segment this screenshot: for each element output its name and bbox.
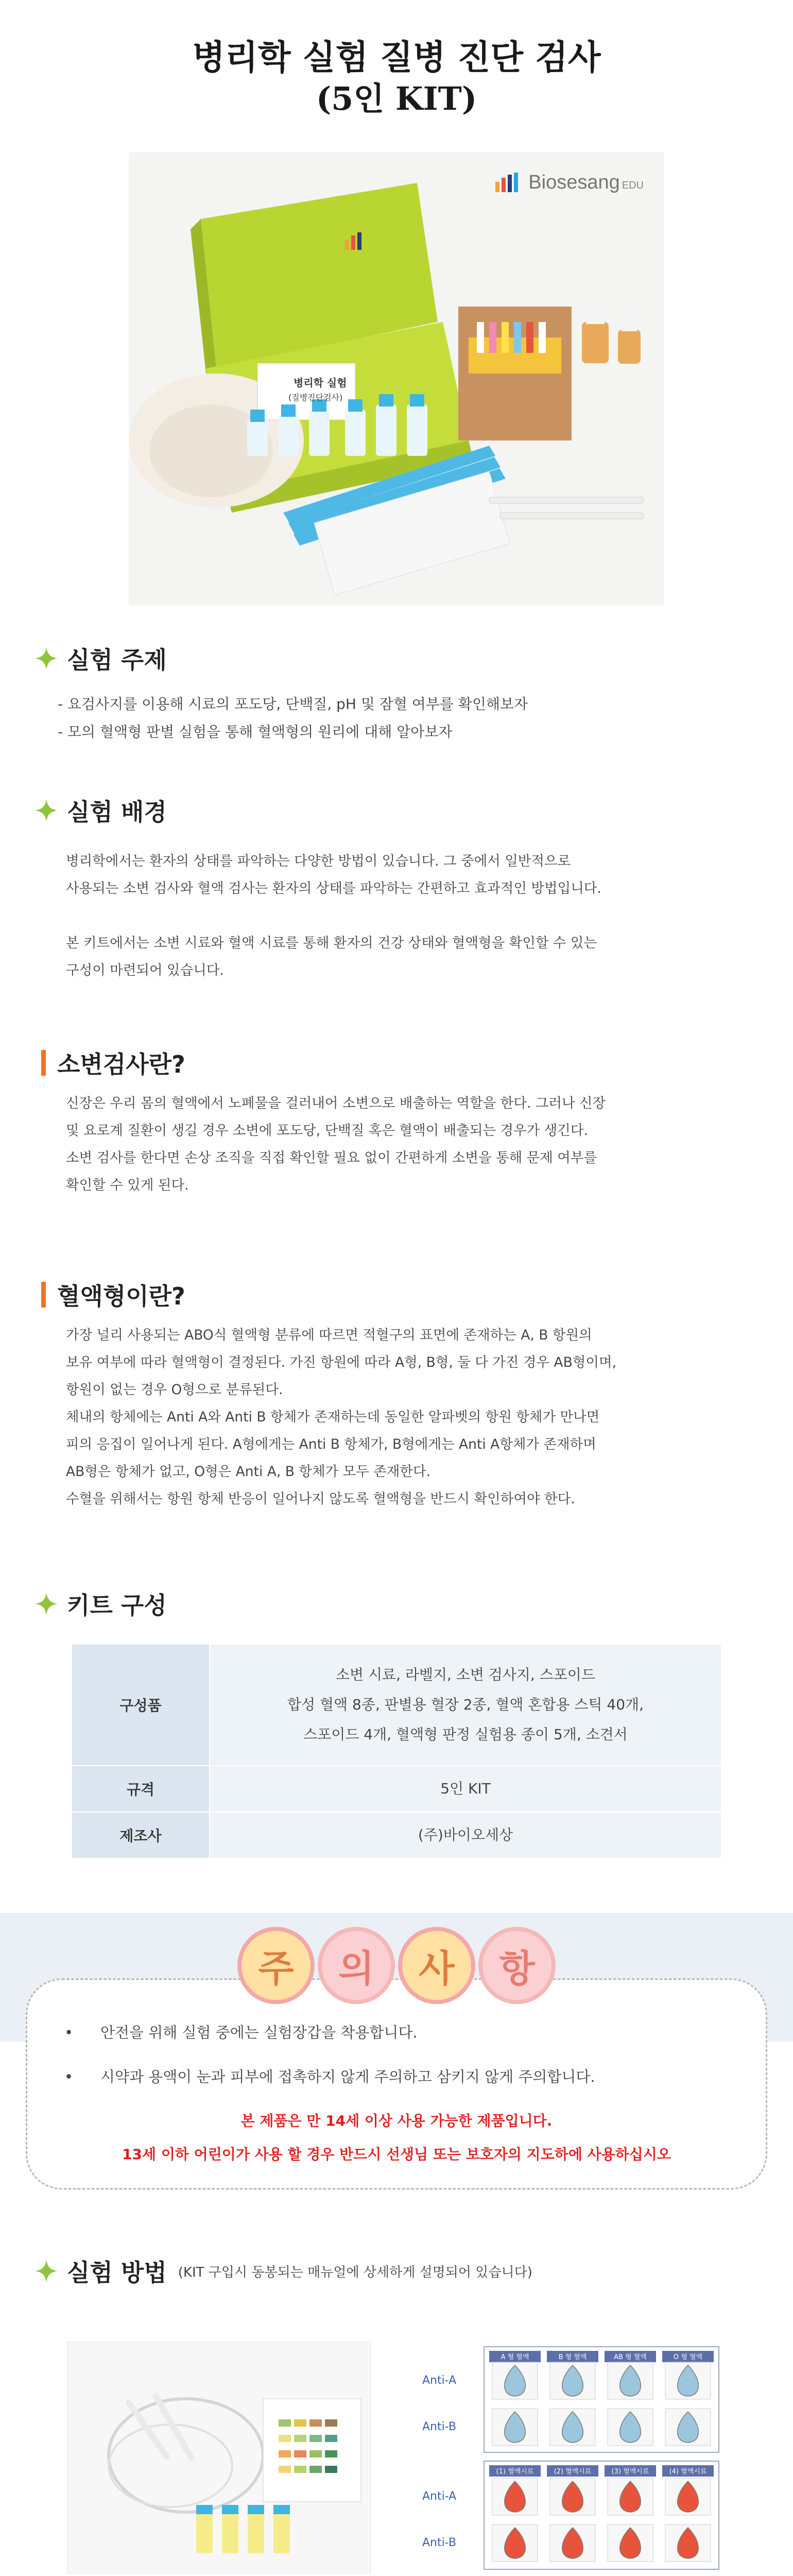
leaf-star-icon <box>35 799 58 822</box>
hero-brand-text: Biosesang EDU <box>528 172 644 193</box>
leaf-star-icon <box>35 647 58 670</box>
column-header: (4) 혈액시료 <box>669 2468 707 2476</box>
page-title <box>0 36 793 118</box>
method-subtitle: (KIT 구입시 동봉되는 매뉴얼에 상세하게 설명되어 있습니다) <box>178 2264 532 2280</box>
column-header: B 형 혈액 <box>558 2353 587 2361</box>
box-label-line2: (질병진단검사) <box>288 393 343 402</box>
section-topic-title: 실험 주제 <box>35 641 167 675</box>
orange-bar <box>41 1050 46 1076</box>
table-key: 제조사 <box>72 1812 210 1858</box>
section-bloodtype-title: 혈액형이란? <box>41 1278 185 1312</box>
leaf-star-icon <box>35 2260 58 2282</box>
column-header: A 형 혈액 <box>501 2353 529 2361</box>
topic-bullet: - 요검사지를 이용해 시료의 포도당, 단백질, pH 및 잠혈 여부를 확인해보자 <box>58 696 528 713</box>
table-value: 소변 시료, 라벨지, 소변 검사지, 스포이드 합성 혈액 8종, 판별용 혈장 2종, 혈액 혼합용 스틱 40개, 스포이드 4개, 혈액형 판정 실험용 종이 5개, 소견서 <box>210 1644 721 1766</box>
caution-list <box>64 2022 595 2111</box>
table-value: 5인 KIT <box>210 1766 721 1812</box>
column-header: (3) 혈액시료 <box>611 2468 649 2476</box>
section-background-title: 실험 배경 <box>35 793 167 827</box>
caution-heading <box>0 1927 793 2004</box>
urine-test-illustration <box>67 2342 371 2574</box>
urine-text: 신장은 우리 몸의 혈액에서 노폐물을 걸러내어 소변으로 배출하는 역할을 한다. 그러나 신장 및 요로계 질환이 생길 경우 소변에 포도당, 단백질 혹은 혈액이 배출되는 경우가 생긴다. 소변 검사를 한다면 손상 조직을 직접 확인할 필요 없이 간편하게 소변을 통해 문제 여부를 확인할 수 있게 된다. <box>66 1095 606 1193</box>
leaf-star-icon <box>35 1592 58 1615</box>
caution-item: • 안전을 위해 실험 중에는 실험장갑을 착용합니다. <box>64 2022 595 2043</box>
blood-type-chart <box>412 2342 726 2573</box>
caution-char: 항 <box>478 1927 556 2004</box>
row-label: Anti-A <box>422 2374 457 2387</box>
topic-bullet: - 모의 혈액형 판별 실험을 통해 혈액형의 원리에 대해 알아보자 <box>58 723 453 740</box>
kit-illustration <box>129 152 664 605</box>
table-row <box>72 1812 721 1858</box>
caution-char: 사 <box>398 1927 475 2004</box>
section-urine-title: 소변검사란? <box>41 1046 185 1080</box>
table-value: (주)바이오세상 <box>210 1812 721 1858</box>
table-row <box>72 1644 721 1766</box>
title-line2: (5인 KIT) <box>316 79 477 117</box>
row-label: Anti-A <box>422 2490 457 2503</box>
box-label-line1: 병리학 실험 <box>294 377 347 389</box>
section-method-title: 실험 방법 (KIT 구입시 동봉되는 매뉴얼에 상세하게 설명되어 있습니다) <box>35 2254 532 2288</box>
row-label: Anti-B <box>422 2420 456 2433</box>
table-key: 구성품 <box>72 1644 210 1766</box>
column-header: (2) 혈액시료 <box>554 2468 592 2476</box>
urine-test-photo <box>67 2342 371 2573</box>
kit-table <box>71 1643 722 1859</box>
title-line1: 병리학 실험 질병 진단 검사 <box>192 37 601 77</box>
product-photo <box>129 152 664 605</box>
table-row <box>72 1766 721 1812</box>
column-header: O 형 혈액 <box>673 2353 703 2361</box>
age-warning-1: 본 제품은 만 14세 이상 사용 가능한 제품입니다. <box>240 2112 553 2129</box>
caution-char: 주 <box>237 1927 315 2004</box>
bloodtype-text: 가장 널리 사용되는 ABO식 혈액형 분류에 따르면 적혈구의 표면에 존재하는 A, B 항원의 보유 여부에 따라 혈액형이 결정된다. 가진 항원에 따라 A형, B형, 둘 다 가진 경우 AB형이며, 항원이 없는 경우 O형으로 분류된다. 체내의 항체에는 Anti A와 Anti B 항체가 존재하는데 동일한 알파벳의 항원 항체가 만나면 피의 응집이 일어나게 된다. A형에게는 Anti B 항체가, B형에게는 Anti A항체가 존재하며 AB형은 항체가 없고, O형은 Anti A, B 항체가 모두 존재한다. 수혈을 위해서는 항원 항체 반응이 일어나지 않도록 혈액형을 반드시 확인하여야 한다. <box>66 1327 617 1507</box>
topic-bullets <box>58 690 528 746</box>
age-warning-2: 13세 이하 어린이가 사용 할 경우 반드시 선생님 또는 보호자의 지도하에 사용하십시오 <box>122 2146 671 2163</box>
row-label: Anti-B <box>422 2536 456 2549</box>
column-header: (1) 혈액시료 <box>496 2468 534 2476</box>
table-key: 규격 <box>72 1766 210 1812</box>
orange-bar <box>41 1282 46 1308</box>
caution-char: 의 <box>318 1927 395 2004</box>
section-kit-title: 키트 구성 <box>35 1587 167 1621</box>
caution-item: • 시약과 용액이 눈과 피부에 접촉하지 않게 주의하고 삼키지 않게 주의합니다. <box>64 2066 595 2087</box>
background-text: 병리학에서는 환자의 상태를 파악하는 다양한 방법이 있습니다. 그 중에서 일반적으로 사용되는 소변 검사와 혈액 검사는 환자의 상태를 파악하는 간편하고 효과적인 방법입니다. 본 키트에서는 소변 시료와 혈액 시료를 통해 환자의 건강 상태와 혈액형을 확인할 수 있는 구성이 마련되어 있습니다. <box>66 853 601 978</box>
column-header: AB 형 혈액 <box>614 2353 647 2361</box>
